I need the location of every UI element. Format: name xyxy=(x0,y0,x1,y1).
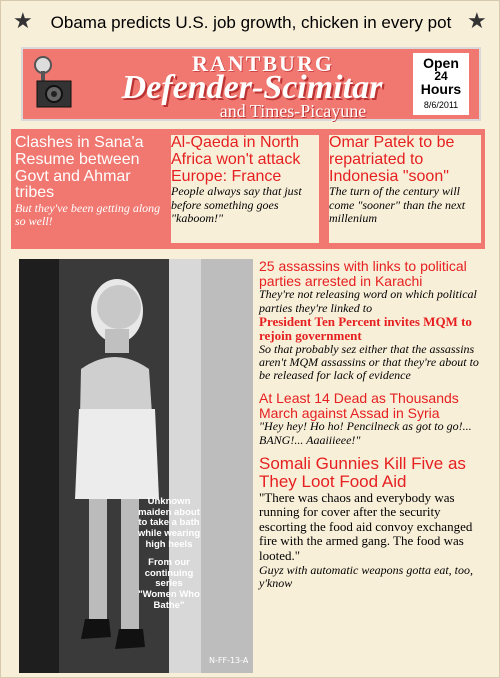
hours-label: Hours xyxy=(420,81,462,97)
story-syria-headline[interactable]: At Least 14 Dead as Thousands March against Assad in Syria xyxy=(259,389,459,421)
photo-caption-line-2: From our continuing series "Women Who Bathe" xyxy=(138,557,200,611)
photo-caption-line-1: Unknown maiden about to take a bath while wearing high heels xyxy=(137,496,201,550)
top-banner-headline[interactable]: Obama predicts U.S. job growth, chicken in every pot xyxy=(50,13,452,32)
top-story-2 xyxy=(171,135,319,243)
top-story-1-headline[interactable]: Clashes in Sana'a Resume between Govt and Ahmar tribes xyxy=(15,134,144,202)
story-somali-quote: "There was chaos and everybody was running for cover after the security escorting the food aid convoy exchanged fire with the armed gang. The food was looted." xyxy=(259,489,473,563)
top-story-3-comment: The turn of the century will come "sooner" than the next millenium xyxy=(329,184,466,225)
masthead-title-rantburg: RANTBURG xyxy=(192,51,334,76)
story-karachi-comment: They're not releasing word on which political parties they're linked to xyxy=(259,287,477,315)
masthead-subtitle: and Times-Picayune xyxy=(219,101,367,121)
story-somali-headline[interactable]: Somali Gunnies Kill Five as They Loot Food Aid xyxy=(259,454,466,491)
star-icon-left: ★ xyxy=(13,9,33,34)
masthead xyxy=(21,47,481,121)
right-stories xyxy=(259,259,487,590)
story-somali-comment: Guyz with automatic weapons gotta eat, too, y'know xyxy=(259,562,473,590)
open-hours-box xyxy=(413,53,469,115)
story-mqm-comment: So that probably sez either that the assassins aren't MQM assassins or that they're about to be released for lack of evidence xyxy=(259,341,479,383)
star-icon-right: ★ xyxy=(467,9,487,34)
top-story-1-comment: But they've been getting along so well! xyxy=(15,201,161,229)
story-karachi-headline[interactable]: 25 assassins with links to political parties arrested in Karachi xyxy=(259,258,467,289)
camera-icon xyxy=(29,55,77,115)
top-story-3-headline[interactable]: Omar Patek to be repatriated to Indonesia "soon" xyxy=(329,134,455,185)
hours-number: 24 xyxy=(434,69,448,83)
top-story-3 xyxy=(329,135,481,243)
photo-caption xyxy=(135,497,203,611)
top-story-2-comment: People always say that just before something goes "kaboom!" xyxy=(171,184,302,225)
story-mqm-subhead[interactable]: President Ten Percent invites MQM to rejoin government xyxy=(259,314,472,343)
story-syria-comment: "Hey hey! Ho ho! Pencilneck as got to go!... BANG!... Aaaiiieee!" xyxy=(259,419,472,447)
top-story-1 xyxy=(15,135,161,243)
masthead-title-defender-scimitar: Defender-Scimitar xyxy=(121,69,383,106)
top-story-2-headline[interactable]: Al-Qaeda in North Africa won't attack Europe: France xyxy=(171,134,301,185)
photo-stamp: N-FF-13-A xyxy=(209,656,249,665)
top-stories-row xyxy=(11,129,485,249)
open-label: Open xyxy=(423,55,459,71)
feature-photo xyxy=(19,259,253,673)
issue-date: 8/6/2011 xyxy=(423,100,459,110)
